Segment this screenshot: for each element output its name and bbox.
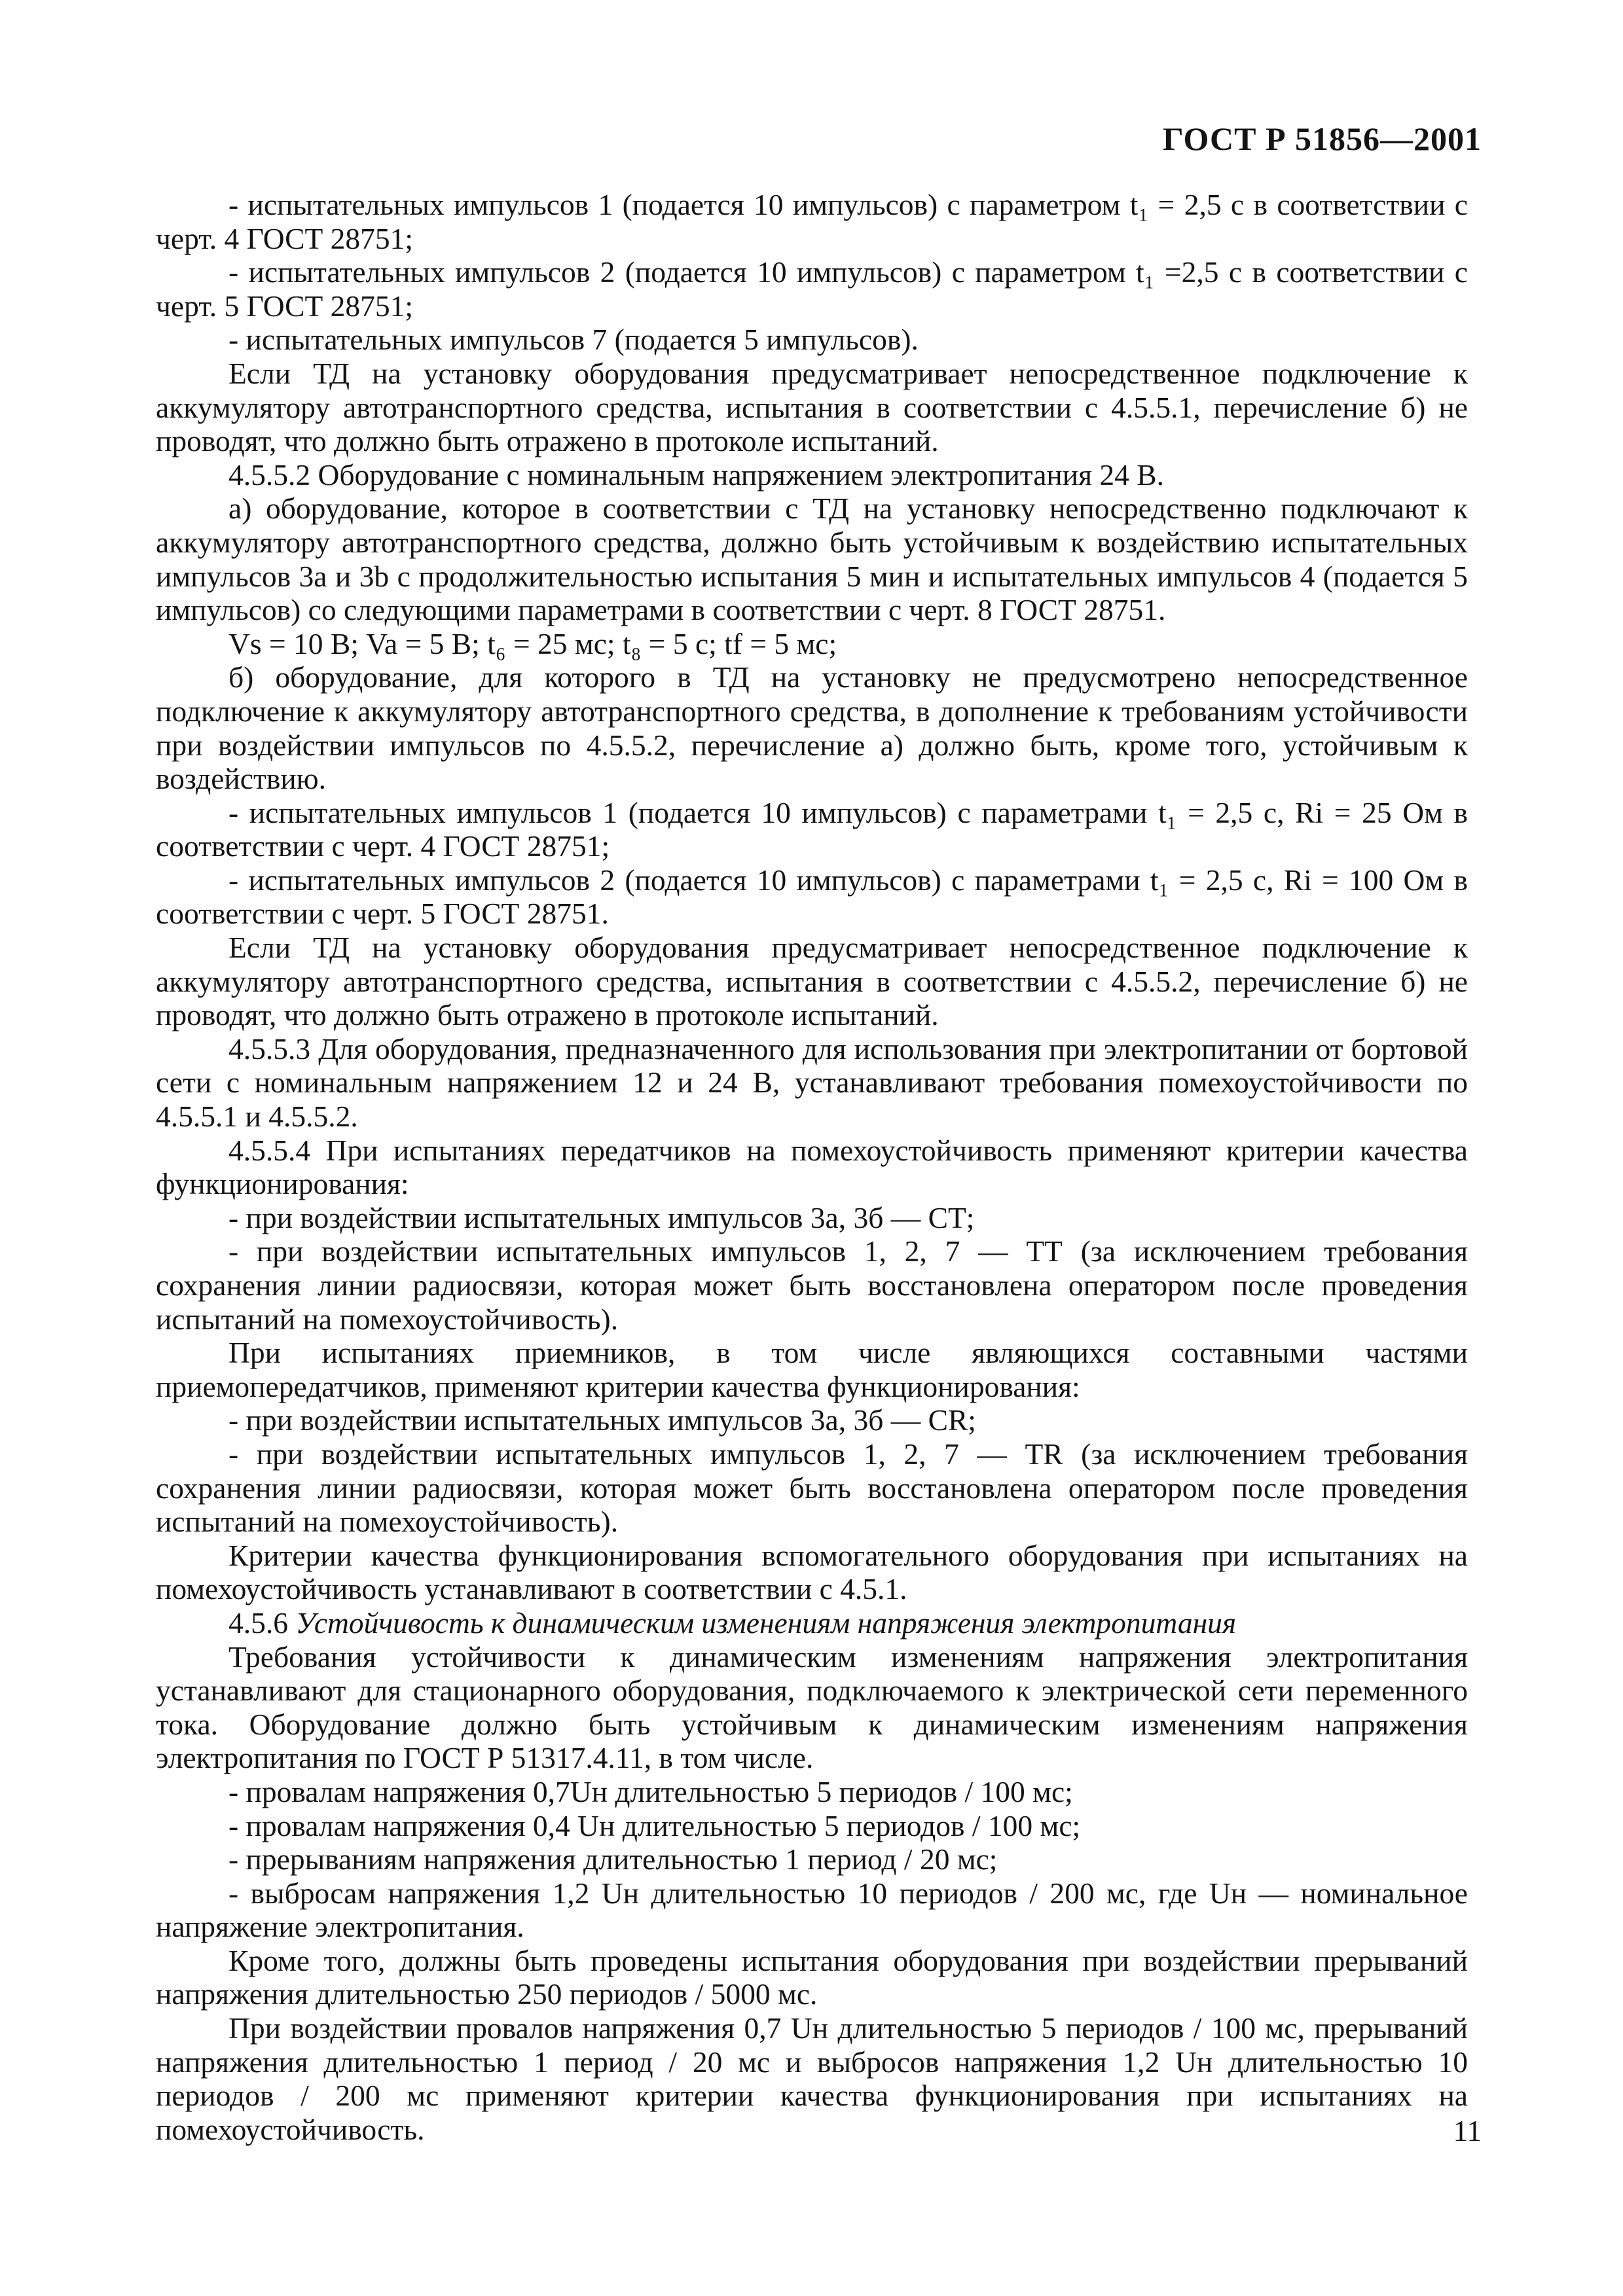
paragraph: 4.5.5.3 Для оборудования, предназначенного для использования при электропитании от бортовой сети с номинальным напряжением 12 и 24 В, устанавливают требования помехоустойчивости по 4.5.5.1 и 4.5.5.2.	[156, 1031, 1468, 1134]
paragraph: Если ТД на установку оборудования предусматривает непосредственное подключение к аккумулятору автотранспортного средства, испытания в соответствии с 4.5.5.2, перечисление б) не проводят, что должно быть отражено в протоколе испытаний.	[156, 931, 1468, 1032]
paragraph: Требования устойчивости к динамическим изменениям напряжения электропитания устанавливают для стационарного оборудования, подключаемого к электрической сети переменного тока. Оборудование должно быть устойчивым к динамическим изменениям напряжения электропитания по ГОСТ Р 51317.4.11, в том числе.	[156, 1640, 1468, 1775]
paragraph: - провалам напряжения 0,4 Uн длительностью 5 периодов / 100 мс;	[228, 1808, 1081, 1842]
paragraph: - испытательных импульсов 1 (подается 10 импульсов) с параметром t₁ = 2,5 с в соответствии с черт. 4 ГОСТ 28751;	[156, 188, 1468, 255]
paragraph: - выбросам напряжения 1,2 Uн длительностью 10 периодов / 200 мс, где Uн — номинальное напряжение электропитания.	[156, 1876, 1468, 1944]
paragraph: - испытательных импульсов 1 (подается 10 импульсов) с параметрами t₁ = 2,5 с, Ri = 25 Ом в соответствии с черт. 4 ГОСТ 28751;	[156, 795, 1468, 863]
paragraph: - при воздействии испытательных импульсов 1, 2, 7 — TR (за исключением требования сохранения линии радиосвязи, которая может быть восстановлена оператором после проведения испытаний на помехоустойчивость).	[156, 1437, 1468, 1539]
paragraph: При испытаниях приемников, в том числе являющихся составными частями приемопередатчиков, применяют критерии качества функционирования:	[156, 1336, 1468, 1403]
paragraph: Кроме того, должны быть проведены испытания оборудования при воздействии прерываний напряжения длительностью 250 периодов / 5000 мс.	[156, 1943, 1468, 2011]
paragraph: Критерии качества функционирования вспомогательного оборудования при испытаниях на помехоустойчивость устанавливают в соответствии с 4.5.1.	[156, 1538, 1468, 1606]
document-header: ГОСТ Р 51856—2001	[1162, 120, 1482, 157]
paragraph: - при воздействии испытательных импульсов 3а, 3б — СТ;	[228, 1200, 975, 1234]
page-number: 11	[1453, 2115, 1482, 2147]
paragraph: а) оборудование, которое в соответствии с ТД на установку непосредственно подключают к аккумулятору автотранспортного средства, должно быть устойчивым к воздействию испытательных импульсов 3а и 3b с продолжительностью испытания 5 мин и испытательных импульсов 4 (подается 5 импульсов) со следующими параметрами в соответствии с черт. 8 ГОСТ 28751.	[156, 492, 1468, 627]
section-number: 4.5.6	[228, 1605, 296, 1640]
paragraph: б) оборудование, для которого в ТД на установку не предусмотрено непосредственное подключение к аккумулятору автотранспортного средства, в дополнение к требованиям устойчивости при воздействии импульсов по 4.5.5.2, перечисление а) должно быть, кроме того, устойчивым к воздействию.	[156, 660, 1468, 796]
document-body	[156, 188, 1468, 2146]
paragraph: - испытательных импульсов 2 (подается 10 импульсов) с параметрами t₁ = 2,5 с, Ri = 100 Ом в соответствии с черт. 5 ГОСТ 28751.	[156, 863, 1468, 931]
paragraph: Если ТД на установку оборудования предусматривает непосредственное подключение к аккумулятору автотранспортного средства, испытания в соответствии с 4.5.5.1, перечисление б) не проводят, что должно быть отражено в протоколе испытаний.	[156, 356, 1468, 458]
paragraph: 4.5.5.4 При испытаниях передатчиков на помехоустойчивость применяют критерии качества функционирования:	[156, 1133, 1468, 1201]
paragraph: - при воздействии испытательных импульсов 1, 2, 7 — ТТ (за исключением требования сохранения линии радиосвязи, которая может быть восстановлена оператором после проведения испытаний на помехоустойчивость).	[156, 1234, 1468, 1336]
paragraph: При воздействии провалов напряжения 0,7 Uн длительностью 5 периодов / 100 мс, прерываний напряжения длительностью 1 период / 20 мс и выбросов напряжения 1,2 Uн длительностью 10 периодов / 200 мс применяют критерии качества функционирования при испытаниях на помехоустойчивость.	[156, 2011, 1468, 2146]
paragraph: - при воздействии испытательных импульсов 3а, 3б — CR;	[228, 1403, 976, 1437]
paragraph: - провалам напряжения 0,7Uн длительностью 5 периодов / 100 мс;	[228, 1774, 1073, 1808]
paragraph: 4.5.5.2 Оборудование с номинальным напряжением электропитания 24 В.	[228, 457, 1165, 492]
paragraph: - испытательных импульсов 2 (подается 10 импульсов) с параметром t₁ =2,5 с в соответствии с черт. 5 ГОСТ 28751;	[156, 255, 1468, 323]
paragraph: Vs = 10 В; Va = 5 В; t₆ = 25 мс; t₈ = 5 с; tf = 5 мс;	[228, 626, 837, 660]
paragraph: - прерываниям напряжения длительностью 1 период / 20 мс;	[228, 1842, 998, 1876]
section-heading-4-5-6	[156, 1606, 1468, 1640]
section-title: Устойчивость к динамическим изменениям напряжения электропитания	[295, 1605, 1237, 1640]
paragraph: - испытательных импульсов 7 (подается 5 импульсов).	[228, 323, 919, 357]
